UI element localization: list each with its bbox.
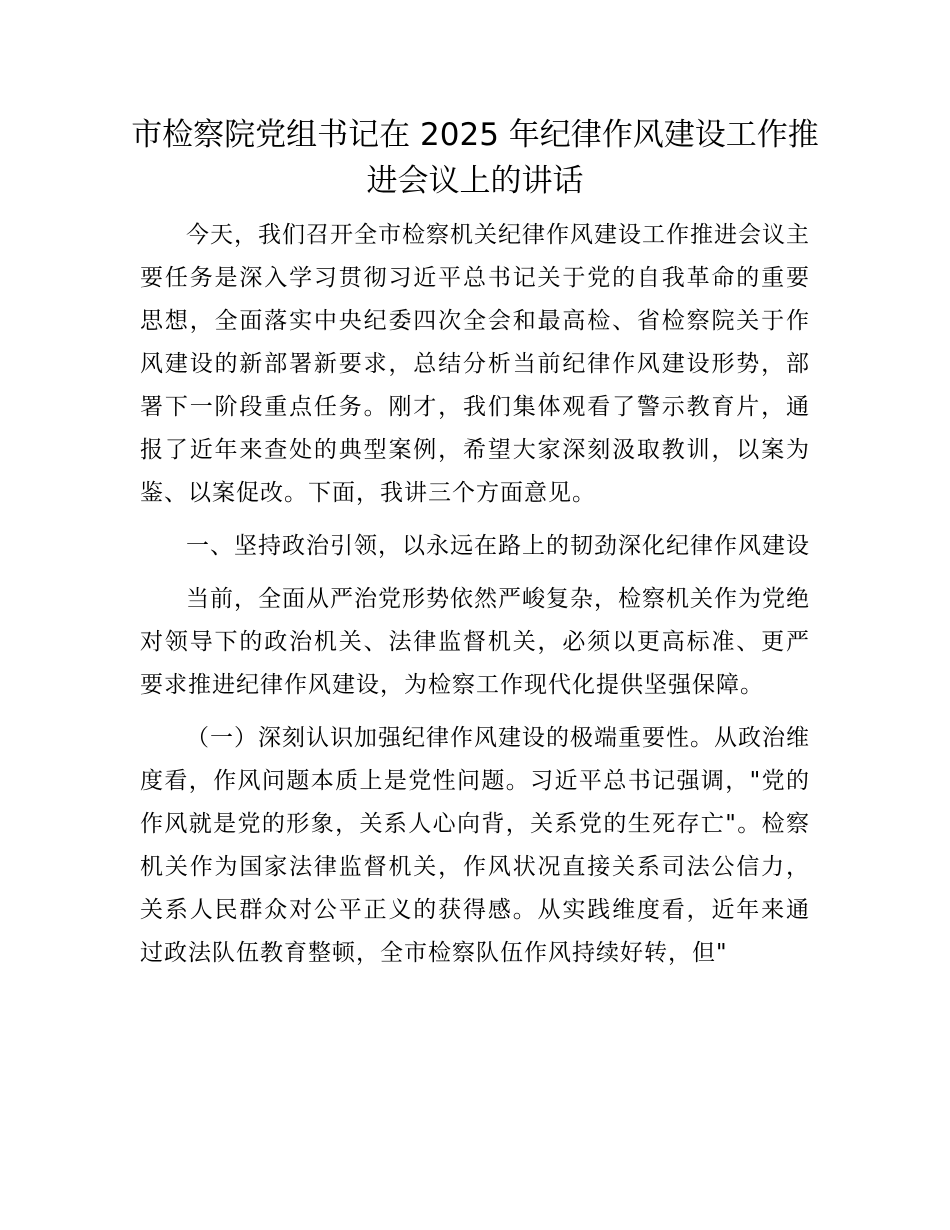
paragraph-subsection-one: （一）深刻认识加强纪律作风建设的极端重要性。从政治维度看，作风问题本质上是党性问题。习近平总书记强调，"党的作风就是党的形象，关系人心向背，关系党的生死存亡"。检察机关作为国家法律监督机关，作风状况直接关系司法公信力，关系人民群众对公平正义的获得感。从实践维度看，近年来通过政法队伍教育整顿，全市检察队伍作风持续好转，但" <box>140 725 810 966</box>
section-heading-one: 一、坚持政治引领，以永远在路上的韧劲深化纪律作风建设 <box>186 533 810 559</box>
document-title: 市检察院党组书记在 2025 年纪律作风建设工作推进会议上的讲话 <box>131 117 819 199</box>
paragraph-situation: 当前，全面从严治党形势依然严峻复杂，检察机关作为党绝对领导下的政治机关、法律监督机关，必须以更高标准、更严要求推进纪律作风建设，为检察工作现代化提供坚强保障。 <box>140 586 810 698</box>
paragraph-opening: 今天，我们召开全市检察机关纪律作风建设工作推进会议主要任务是深入学习贯彻习近平总书记关于党的自我革命的重要思想，全面落实中央纪委四次全会和最高检、省检察院关于作风建设的新部署新要求，总结分析当前纪律作风建设形势，部署下一阶段重点任务。刚才，我们集体观看了警示教育片，通报了近年来查处的典型案例，希望大家深刻汲取教训，以案为鉴、以案促改。下面，我讲三个方面意见。 <box>140 222 810 506</box>
document-body <box>131 112 819 975</box>
